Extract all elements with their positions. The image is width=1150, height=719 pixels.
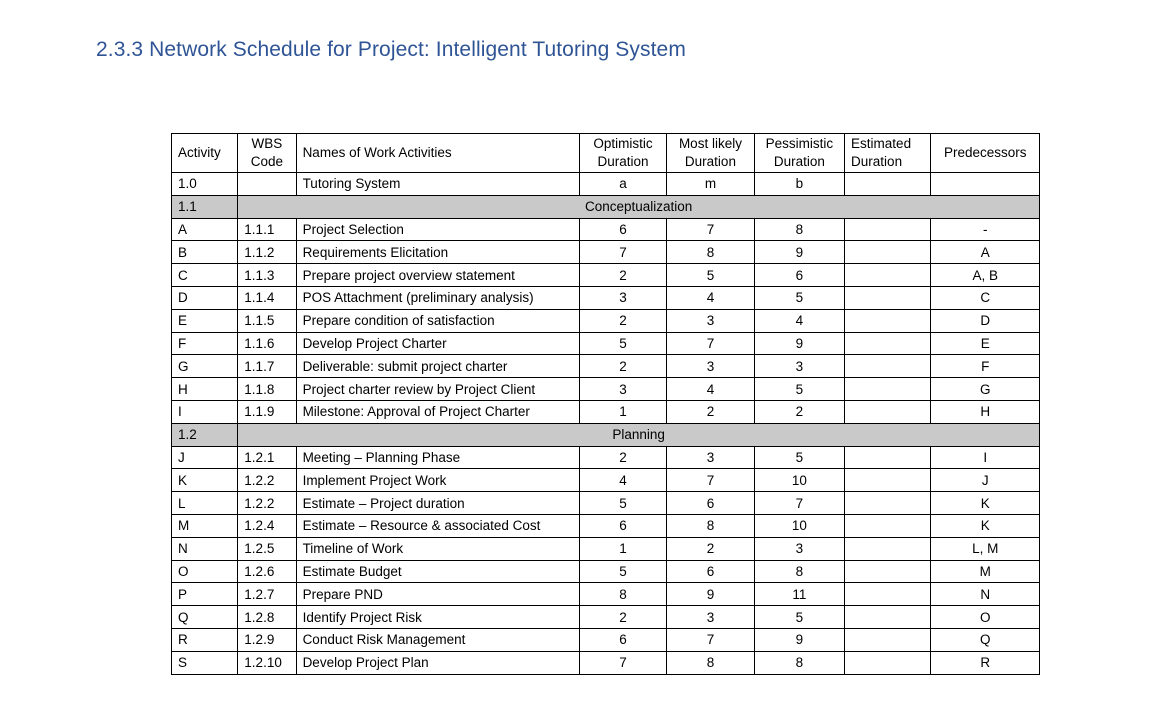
pessimistic-cell: 3 [754,355,844,378]
name-cell: Develop Project Plan [296,651,579,674]
header-wbs-line1: WBS [251,136,283,151]
activity-cell: H [172,378,238,401]
estimated-cell [845,264,931,287]
header-predecessors: Predecessors [931,134,1040,173]
table-row [172,514,1040,537]
most-likely-cell: 3 [667,446,754,469]
estimated-cell [845,400,931,423]
header-activity: Activity [172,134,238,173]
wbs-cell: 1.1.5 [238,309,296,332]
estimated-cell [845,583,931,606]
wbs-cell: 1.1.1 [238,218,296,241]
table-row [172,309,1040,332]
most-likely-cell: 2 [667,400,754,423]
predecessors-cell: - [931,218,1040,241]
predecessors-cell: H [931,400,1040,423]
pessimistic-cell: 5 [754,378,844,401]
predecessors-cell: A [931,241,1040,264]
phase-row [172,195,1040,218]
most-likely-cell: 6 [667,492,754,515]
root-wbs [238,173,296,196]
pessimistic-cell: 9 [754,332,844,355]
table-row [172,537,1040,560]
table-row [172,218,1040,241]
name-cell: Conduct Risk Management [296,628,579,651]
header-wbs-code [238,134,296,173]
predecessors-cell: L, M [931,537,1040,560]
predecessors-cell: K [931,492,1040,515]
header-wbs-line2: Code [250,154,284,169]
predecessors-cell: F [931,355,1040,378]
optimistic-cell: 6 [579,514,666,537]
pessimistic-cell: 7 [754,492,844,515]
estimated-cell [845,309,931,332]
root-a: a [579,173,666,196]
activity-cell: K [172,469,238,492]
pessimistic-cell: 3 [754,537,844,560]
estimated-cell [845,537,931,560]
predecessors-cell: C [931,286,1040,309]
estimated-cell [845,446,931,469]
header-ml-line1: Most likely [678,136,742,151]
phase-id: 1.2 [172,423,238,446]
header-opt-line1: Optimistic [593,136,653,151]
wbs-cell: 1.2.7 [238,583,296,606]
activity-cell: R [172,628,238,651]
pessimistic-cell: 2 [754,400,844,423]
activity-cell: I [172,400,238,423]
table-row [172,628,1040,651]
name-cell: Project charter review by Project Client [296,378,579,401]
wbs-cell: 1.2.2 [238,492,296,515]
optimistic-cell: 2 [579,264,666,287]
phase-id: 1.1 [172,195,238,218]
table-row [172,400,1040,423]
root-est [845,173,931,196]
name-cell: Meeting – Planning Phase [296,446,579,469]
most-likely-cell: 4 [667,378,754,401]
wbs-cell: 1.2.1 [238,446,296,469]
optimistic-cell: 7 [579,651,666,674]
root-b: b [754,173,844,196]
phase-label: Planning [238,423,1040,446]
name-cell: Identify Project Risk [296,606,579,629]
most-likely-cell: 9 [667,583,754,606]
most-likely-cell: 8 [667,651,754,674]
activity-cell: J [172,446,238,469]
header-names: Names of Work Activities [296,134,579,173]
optimistic-cell: 8 [579,583,666,606]
predecessors-cell: O [931,606,1040,629]
estimated-cell [845,286,931,309]
predecessors-cell: A, B [931,264,1040,287]
header-pessimistic [754,134,844,173]
wbs-cell: 1.1.9 [238,400,296,423]
predecessors-cell: Q [931,628,1040,651]
activity-cell: G [172,355,238,378]
most-likely-cell: 3 [667,309,754,332]
estimated-cell [845,241,931,264]
optimistic-cell: 7 [579,241,666,264]
name-cell: Estimate Budget [296,560,579,583]
name-cell: Milestone: Approval of Project Charter [296,400,579,423]
table-row [172,651,1040,674]
most-likely-cell: 5 [667,264,754,287]
estimated-cell [845,514,931,537]
pessimistic-cell: 8 [754,651,844,674]
header-optimistic [579,134,666,173]
estimated-cell [845,651,931,674]
root-row [172,173,1040,196]
predecessors-cell: D [931,309,1040,332]
most-likely-cell: 7 [667,469,754,492]
table-row [172,469,1040,492]
most-likely-cell: 8 [667,514,754,537]
pessimistic-cell: 5 [754,606,844,629]
table-row [172,560,1040,583]
name-cell: Estimate – Resource & associated Cost [296,514,579,537]
name-cell: Project Selection [296,218,579,241]
wbs-cell: 1.2.4 [238,514,296,537]
activity-cell: N [172,537,238,560]
wbs-cell: 1.2.10 [238,651,296,674]
most-likely-cell: 7 [667,628,754,651]
most-likely-cell: 3 [667,355,754,378]
predecessors-cell: J [931,469,1040,492]
activity-cell: E [172,309,238,332]
estimated-cell [845,628,931,651]
section-heading: 2.3.3 Network Schedule for Project: Intelligent Tutoring System [96,38,686,61]
header-pes-line1: Pessimistic [765,136,834,151]
header-most-likely [667,134,754,173]
optimistic-cell: 3 [579,286,666,309]
optimistic-cell: 2 [579,446,666,469]
predecessors-cell: N [931,583,1040,606]
name-cell: Prepare condition of satisfaction [296,309,579,332]
activity-cell: Q [172,606,238,629]
estimated-cell [845,218,931,241]
predecessors-cell: E [931,332,1040,355]
activity-cell: A [172,218,238,241]
name-cell: Prepare project overview statement [296,264,579,287]
table-row [172,492,1040,515]
activity-cell: B [172,241,238,264]
predecessors-cell: M [931,560,1040,583]
optimistic-cell: 2 [579,355,666,378]
name-cell: Requirements Elicitation [296,241,579,264]
wbs-cell: 1.1.6 [238,332,296,355]
pessimistic-cell: 11 [754,583,844,606]
pessimistic-cell: 9 [754,628,844,651]
pessimistic-cell: 4 [754,309,844,332]
activity-cell: C [172,264,238,287]
most-likely-cell: 7 [667,218,754,241]
table-row [172,583,1040,606]
most-likely-cell: 7 [667,332,754,355]
most-likely-cell: 3 [667,606,754,629]
table-row [172,378,1040,401]
optimistic-cell: 4 [579,469,666,492]
estimated-cell [845,492,931,515]
optimistic-cell: 1 [579,400,666,423]
header-pes-line2: Duration [773,154,825,169]
pessimistic-cell: 5 [754,446,844,469]
table-row [172,241,1040,264]
name-cell: POS Attachment (preliminary analysis) [296,286,579,309]
header-est-line1: Estimated [851,136,912,151]
pessimistic-cell: 8 [754,560,844,583]
optimistic-cell: 6 [579,628,666,651]
header-opt-line2: Duration [597,154,649,169]
table-row [172,286,1040,309]
table-row [172,355,1040,378]
name-cell: Prepare PND [296,583,579,606]
predecessors-cell: G [931,378,1040,401]
wbs-cell: 1.1.7 [238,355,296,378]
optimistic-cell: 3 [579,378,666,401]
header-row [172,134,1040,173]
table-row [172,606,1040,629]
wbs-cell: 1.1.4 [238,286,296,309]
root-m: m [667,173,754,196]
root-pred [931,173,1040,196]
wbs-cell: 1.1.8 [238,378,296,401]
optimistic-cell: 2 [579,606,666,629]
activity-cell: O [172,560,238,583]
root-name: Tutoring System [296,173,579,196]
name-cell: Develop Project Charter [296,332,579,355]
name-cell: Deliverable: submit project charter [296,355,579,378]
table-row [172,332,1040,355]
wbs-cell: 1.1.2 [238,241,296,264]
most-likely-cell: 2 [667,537,754,560]
header-estimated [845,134,931,173]
table-row [172,264,1040,287]
optimistic-cell: 5 [579,560,666,583]
table-row [172,446,1040,469]
name-cell: Implement Project Work [296,469,579,492]
optimistic-cell: 1 [579,537,666,560]
activity-cell: L [172,492,238,515]
wbs-cell: 1.2.2 [238,469,296,492]
wbs-cell: 1.2.6 [238,560,296,583]
predecessors-cell: R [931,651,1040,674]
header-est-line2: Duration [851,154,903,169]
wbs-cell: 1.1.3 [238,264,296,287]
activity-cell: P [172,583,238,606]
pessimistic-cell: 5 [754,286,844,309]
phase-row [172,423,1040,446]
pessimistic-cell: 10 [754,514,844,537]
optimistic-cell: 6 [579,218,666,241]
header-ml-line2: Duration [684,154,736,169]
root-activity: 1.0 [172,173,238,196]
estimated-cell [845,560,931,583]
predecessors-cell: I [931,446,1040,469]
activity-cell: S [172,651,238,674]
optimistic-cell: 5 [579,492,666,515]
pessimistic-cell: 9 [754,241,844,264]
name-cell: Estimate – Project duration [296,492,579,515]
wbs-cell: 1.2.9 [238,628,296,651]
pessimistic-cell: 10 [754,469,844,492]
activity-cell: F [172,332,238,355]
estimated-cell [845,606,931,629]
name-cell: Timeline of Work [296,537,579,560]
pessimistic-cell: 8 [754,218,844,241]
most-likely-cell: 6 [667,560,754,583]
optimistic-cell: 2 [579,309,666,332]
activity-cell: M [172,514,238,537]
predecessors-cell: K [931,514,1040,537]
most-likely-cell: 4 [667,286,754,309]
wbs-cell: 1.2.8 [238,606,296,629]
most-likely-cell: 8 [667,241,754,264]
optimistic-cell: 5 [579,332,666,355]
wbs-cell: 1.2.5 [238,537,296,560]
activity-cell: D [172,286,238,309]
network-schedule-table [171,133,1040,675]
phase-label: Conceptualization [238,195,1040,218]
estimated-cell [845,469,931,492]
estimated-cell [845,355,931,378]
estimated-cell [845,378,931,401]
pessimistic-cell: 6 [754,264,844,287]
estimated-cell [845,332,931,355]
